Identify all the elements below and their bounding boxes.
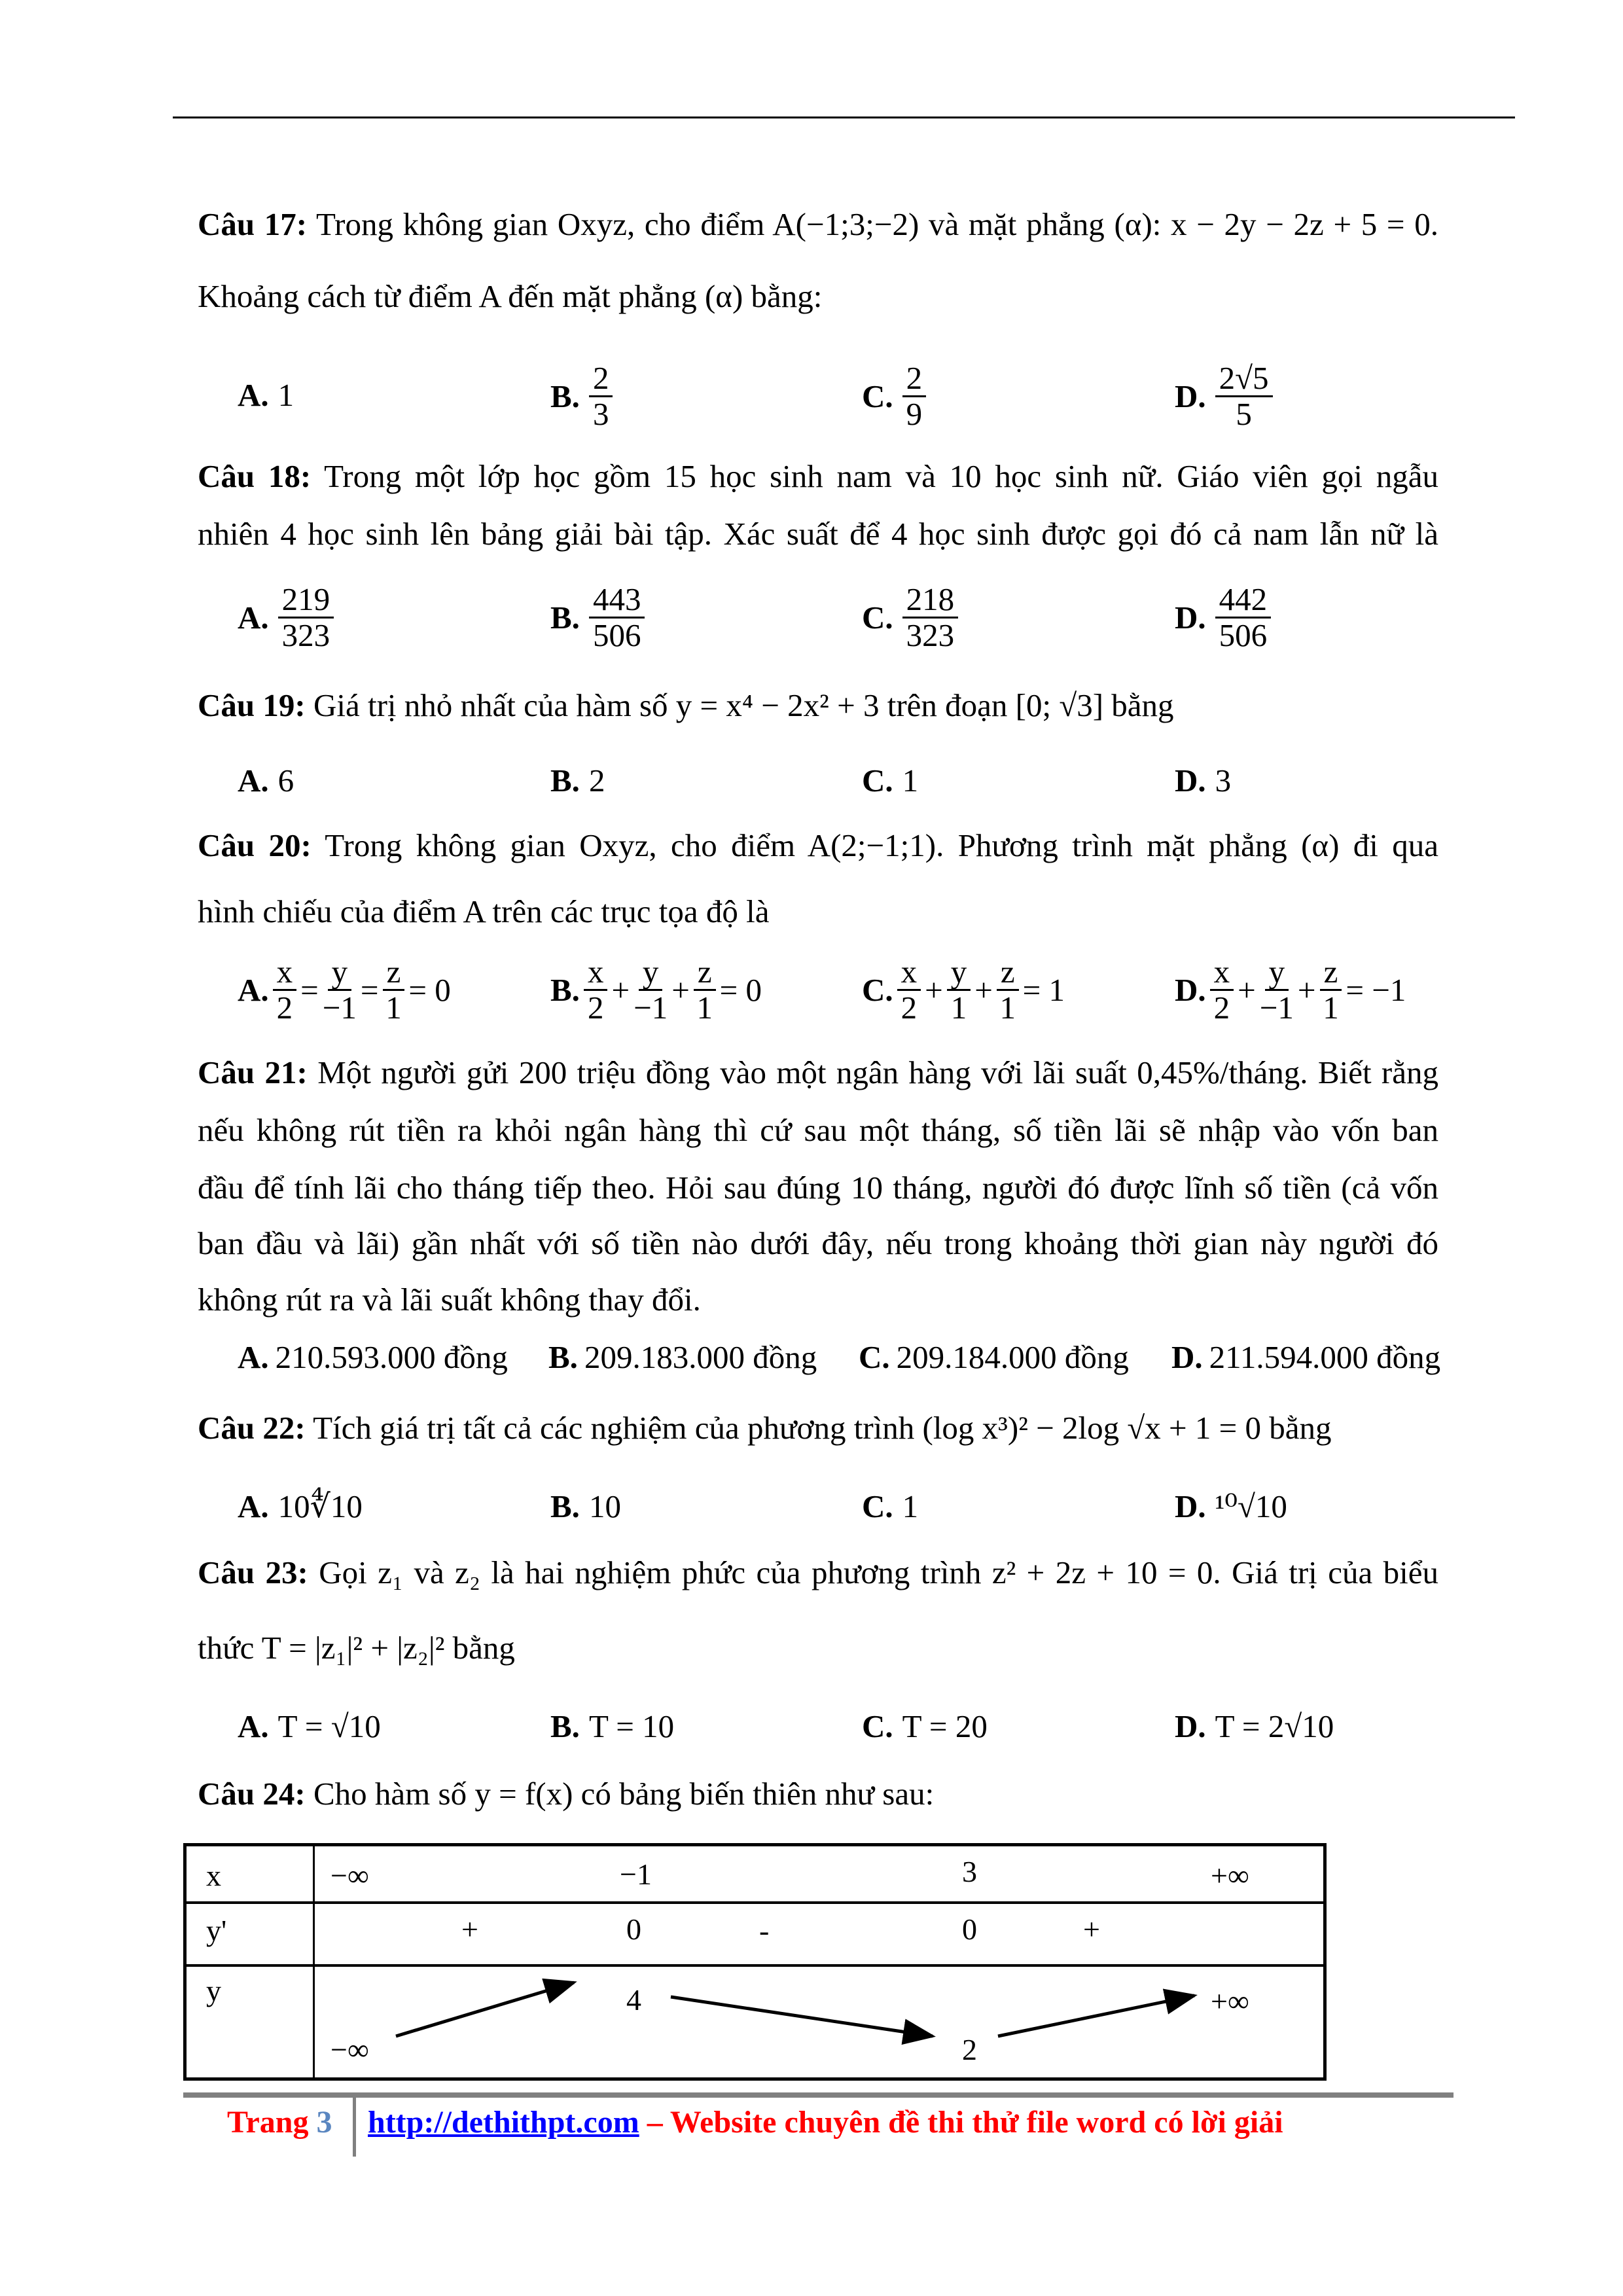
denominator: 2 — [1213, 990, 1230, 1026]
option-key: D. — [1175, 1708, 1206, 1744]
q18-line2: nhiên 4 học sinh lên bảng giải bài tập. Xác suất để 4 học sinh được gọi đó cả nam lẫn nữ là — [198, 516, 1438, 552]
footer-divider — [353, 2098, 356, 2157]
q19-text: Giá trị nhỏ nhất của hàm số y = x⁴ − 2x² + 3 trên đoạn [0; √3] bằng — [313, 687, 1174, 723]
option-a — [238, 761, 294, 800]
x-value: 3 — [962, 1855, 977, 1888]
option-value: T = 2√10 — [1215, 1708, 1334, 1744]
fraction — [278, 583, 334, 653]
option-value: ¹⁰√10 — [1215, 1488, 1287, 1524]
option-key: C. — [862, 1488, 893, 1524]
option-value: 2 — [588, 762, 605, 798]
option-key: B. — [550, 599, 580, 636]
x-value: +∞ — [1211, 1859, 1249, 1892]
operator: + — [611, 971, 630, 1008]
option-value: 3 — [1215, 762, 1232, 798]
question-label: Câu 24: — [198, 1776, 306, 1812]
q23-line2: thức T = |z₁|² + |z₂|² bằng — [198, 1630, 515, 1666]
numerator: y — [639, 955, 663, 991]
denominator: −1 — [633, 990, 668, 1026]
option-key: C. — [859, 1339, 890, 1375]
option-key: D. — [1175, 599, 1206, 636]
option-key: A. — [238, 1339, 269, 1375]
numerator: 218 — [902, 583, 959, 619]
option-key: B. — [550, 378, 580, 414]
option-c — [862, 955, 1065, 1025]
yprime-value: 0 — [962, 1912, 977, 1946]
option-value: T = √10 — [277, 1708, 381, 1744]
q21-line2: nếu không rút tiền ra khỏi ngân hàng thì cứ sau một tháng, số tiền lãi sẽ nhập vào vốn ban — [198, 1112, 1438, 1148]
denominator: 5 — [1236, 396, 1252, 432]
option-value: T = 20 — [902, 1708, 988, 1744]
denominator: 1 — [999, 990, 1016, 1026]
operator: + — [1238, 971, 1256, 1008]
header-rule — [173, 117, 1515, 118]
fraction — [383, 955, 405, 1025]
numerator: y — [1265, 955, 1289, 991]
option-d — [1175, 583, 1271, 653]
option-key: C. — [862, 971, 893, 1008]
option-b — [550, 1487, 621, 1526]
denominator: 2 — [276, 990, 293, 1026]
option-key: C. — [862, 599, 893, 636]
q20-text: Trong không gian Oxyz, cho điểm A(2;−1;1). Phương trình mặt phẳng (α) đi qua — [325, 827, 1438, 863]
yprime-value: 0 — [626, 1912, 641, 1946]
denominator: 2 — [901, 990, 918, 1026]
footer-rule — [183, 2092, 1454, 2098]
option-d — [1175, 955, 1406, 1025]
variation-arrows — [187, 1846, 1323, 2077]
yprime-sign: - — [759, 1914, 770, 1947]
q21-text: Một người gửi 200 triệu đồng vào một ngân hàng với lãi suất 0,45%/tháng. Biết rằng — [317, 1054, 1438, 1090]
q18-line1 — [198, 457, 1438, 496]
denominator: 323 — [906, 617, 955, 653]
operator: + — [671, 971, 690, 1008]
fraction — [584, 955, 608, 1025]
denominator: 1 — [950, 990, 967, 1026]
option-key: D. — [1171, 1339, 1203, 1375]
numerator: x — [584, 955, 608, 991]
numerator: 219 — [278, 583, 334, 619]
operator: = −1 — [1346, 971, 1406, 1008]
y-value: +∞ — [1211, 1984, 1249, 2018]
option-value: 1 — [902, 762, 919, 798]
x-row-label: x — [206, 1859, 221, 1892]
operator: = — [300, 971, 319, 1008]
page-number — [227, 2104, 332, 2141]
numerator: x — [1210, 955, 1234, 991]
option-key: C. — [862, 378, 893, 414]
variation-table — [183, 1843, 1327, 2081]
fraction — [1260, 955, 1294, 1025]
q23-line1 — [198, 1553, 1438, 1592]
option-key: A. — [238, 1488, 269, 1524]
option-a — [238, 376, 294, 415]
q23-text: Gọi z₁ và z₂ là hai nghiệm phức của phương trình z² + 2z + 10 = 0. Giá trị của biểu — [319, 1554, 1438, 1590]
option-value: 1 — [902, 1488, 919, 1524]
option-a — [238, 1707, 381, 1746]
denominator: 506 — [1219, 617, 1268, 653]
y-value: 4 — [626, 1983, 641, 2017]
fraction — [997, 955, 1019, 1025]
option-d — [1175, 361, 1273, 431]
numerator: y — [328, 955, 352, 991]
denominator: −1 — [322, 990, 357, 1026]
numerator: 2 — [589, 361, 613, 397]
fraction — [902, 361, 927, 431]
numerator: y — [947, 955, 971, 991]
q21-line5: không rút ra và lãi suất không thay đổi. — [198, 1282, 701, 1318]
numerator: z — [694, 955, 716, 991]
numerator: z — [997, 955, 1019, 991]
option-value: T = 10 — [588, 1708, 675, 1744]
option-b — [548, 1338, 817, 1377]
option-value: 10 — [588, 1488, 621, 1524]
numerator: 2 — [902, 361, 927, 397]
option-key: D. — [1175, 1488, 1206, 1524]
operator: = — [360, 971, 379, 1008]
question-label: Câu 18: — [198, 458, 312, 494]
option-d — [1175, 761, 1231, 800]
denominator: 2 — [587, 990, 604, 1026]
fraction — [1215, 583, 1272, 653]
footer-text — [368, 2104, 1283, 2141]
denominator: 1 — [1323, 990, 1339, 1026]
numerator: 2√5 — [1215, 361, 1273, 397]
q18-text: Trong một lớp học gồm 15 học sinh nam và 10 học sinh nữ. Giáo viên gọi ngẫu — [324, 458, 1438, 494]
option-b — [550, 1707, 674, 1746]
option-key: A. — [238, 377, 269, 413]
option-c — [862, 361, 926, 431]
question-label: Câu 23: — [198, 1554, 308, 1590]
denominator: 9 — [906, 396, 923, 432]
denominator: 3 — [592, 396, 609, 432]
question-label: Câu 21: — [198, 1054, 308, 1090]
option-d — [1175, 1707, 1334, 1746]
q17-text: Trong không gian Oxyz, cho điểm A(−1;3;−2) và mặt phẳng (α): x − 2y − 2z + 5 = 0. — [315, 206, 1438, 242]
option-key: B. — [550, 1488, 580, 1524]
q24-text: Cho hàm số y = f(x) có bảng biến thiên như sau: — [313, 1776, 935, 1812]
option-key: A. — [238, 599, 269, 636]
q17-line2: Khoảng cách từ điểm A đến mặt phẳng (α) bằng: — [198, 278, 823, 314]
fraction — [897, 955, 921, 1025]
q19-line1 — [198, 686, 1174, 725]
page-num: 3 — [316, 2105, 332, 2140]
fraction — [902, 583, 959, 653]
y-row-label: y — [206, 1974, 221, 2007]
q24-line1 — [198, 1774, 934, 1814]
fraction — [1320, 955, 1342, 1025]
option-value: 210.593.000 đồng — [275, 1339, 508, 1375]
option-d — [1175, 1487, 1287, 1526]
option-key: C. — [862, 762, 893, 798]
question-label: Câu 20: — [198, 827, 312, 863]
arrow-decreasing-icon — [671, 1997, 933, 2036]
q21-line3: đầu để tính lãi cho tháng tiếp theo. Hỏi sau đúng 10 tháng, người đó được lĩnh số tiền (cả vốn — [198, 1170, 1438, 1206]
q20-line1 — [198, 826, 1438, 865]
question-label: Câu 22: — [198, 1410, 306, 1446]
yprime-sign: + — [461, 1912, 478, 1946]
option-b — [550, 955, 762, 1025]
website-link[interactable]: http://dethithpt.com — [368, 2105, 639, 2140]
yprime-row-label: y' — [206, 1914, 227, 1947]
option-c — [859, 1338, 1129, 1377]
option-c — [862, 761, 918, 800]
question-label: Câu 19: — [198, 687, 306, 723]
q22-line1 — [198, 1408, 1332, 1448]
y-value: −∞ — [330, 2033, 369, 2066]
option-key: D. — [1175, 378, 1206, 414]
option-value: 209.183.000 đồng — [584, 1339, 817, 1375]
option-c — [862, 1487, 918, 1526]
option-b — [550, 583, 645, 653]
denominator: 1 — [696, 990, 713, 1026]
page-label: Trang — [227, 2105, 309, 2140]
denominator: −1 — [1259, 990, 1294, 1026]
denominator: 1 — [385, 990, 402, 1026]
fraction — [633, 955, 668, 1025]
option-key: B. — [548, 1339, 578, 1375]
option-value: 6 — [277, 762, 294, 798]
fraction — [1210, 955, 1234, 1025]
fraction — [589, 361, 613, 431]
denominator: 506 — [592, 617, 641, 653]
option-b — [550, 361, 613, 431]
option-key: A. — [238, 971, 269, 1008]
option-key: A. — [238, 1708, 269, 1744]
option-c — [862, 583, 958, 653]
q21-line4: ban đầu và lãi) gần nhất với số tiền nào dưới đây, nếu trong khoảng thời gian này người đó — [198, 1225, 1438, 1261]
fraction — [273, 955, 297, 1025]
option-value: 211.594.000 đồng — [1209, 1339, 1441, 1375]
option-key: B. — [550, 762, 580, 798]
fraction — [589, 583, 645, 653]
option-a — [238, 1487, 363, 1526]
option-b — [550, 761, 605, 800]
q17-line1 — [198, 205, 1438, 244]
arrow-increasing-icon — [396, 1982, 574, 2036]
option-key: D. — [1175, 762, 1206, 798]
option-value: 1 — [277, 377, 294, 413]
option-a — [238, 583, 334, 653]
numerator: x — [273, 955, 297, 991]
fraction — [323, 955, 357, 1025]
question-label: Câu 17: — [198, 206, 308, 242]
y-value: 2 — [962, 2033, 977, 2066]
fraction — [947, 955, 971, 1025]
fraction — [694, 955, 716, 1025]
footer-tagline: – Website chuyên đề thi thử file word có lời giải — [647, 2105, 1283, 2140]
option-key: A. — [238, 762, 269, 798]
denominator: 323 — [281, 617, 330, 653]
numerator: x — [897, 955, 921, 991]
option-a — [238, 1338, 508, 1377]
operator: + — [925, 971, 943, 1008]
option-key: B. — [550, 971, 580, 1008]
option-key: C. — [862, 1708, 893, 1744]
option-key: D. — [1175, 971, 1206, 1008]
option-value: 10∜10 — [277, 1488, 363, 1524]
option-key: B. — [550, 1708, 580, 1744]
operator: + — [974, 971, 993, 1008]
arrow-increasing-icon — [998, 1996, 1194, 2036]
operator: = 0 — [408, 971, 451, 1008]
operator: = 0 — [719, 971, 762, 1008]
numerator: z — [383, 955, 405, 991]
x-value: −∞ — [330, 1859, 369, 1892]
q20-line2: hình chiếu của điểm A trên các trục tọa độ là — [198, 893, 770, 929]
option-a — [238, 955, 451, 1025]
q22-text: Tích giá trị tất cả các nghiệm của phương trình (log x³)² − 2log √x + 1 = 0 bằng — [313, 1410, 1332, 1446]
option-value: 209.184.000 đồng — [896, 1339, 1129, 1375]
operator: + — [1297, 971, 1316, 1008]
numerator: z — [1320, 955, 1342, 991]
x-value: −1 — [620, 1857, 652, 1891]
numerator: 442 — [1215, 583, 1272, 619]
fraction — [1215, 361, 1273, 431]
q21-line1 — [198, 1053, 1438, 1092]
option-d — [1171, 1338, 1440, 1377]
yprime-sign: + — [1083, 1912, 1100, 1946]
option-c — [862, 1707, 988, 1746]
numerator: 443 — [589, 583, 645, 619]
operator: = 1 — [1022, 971, 1065, 1008]
